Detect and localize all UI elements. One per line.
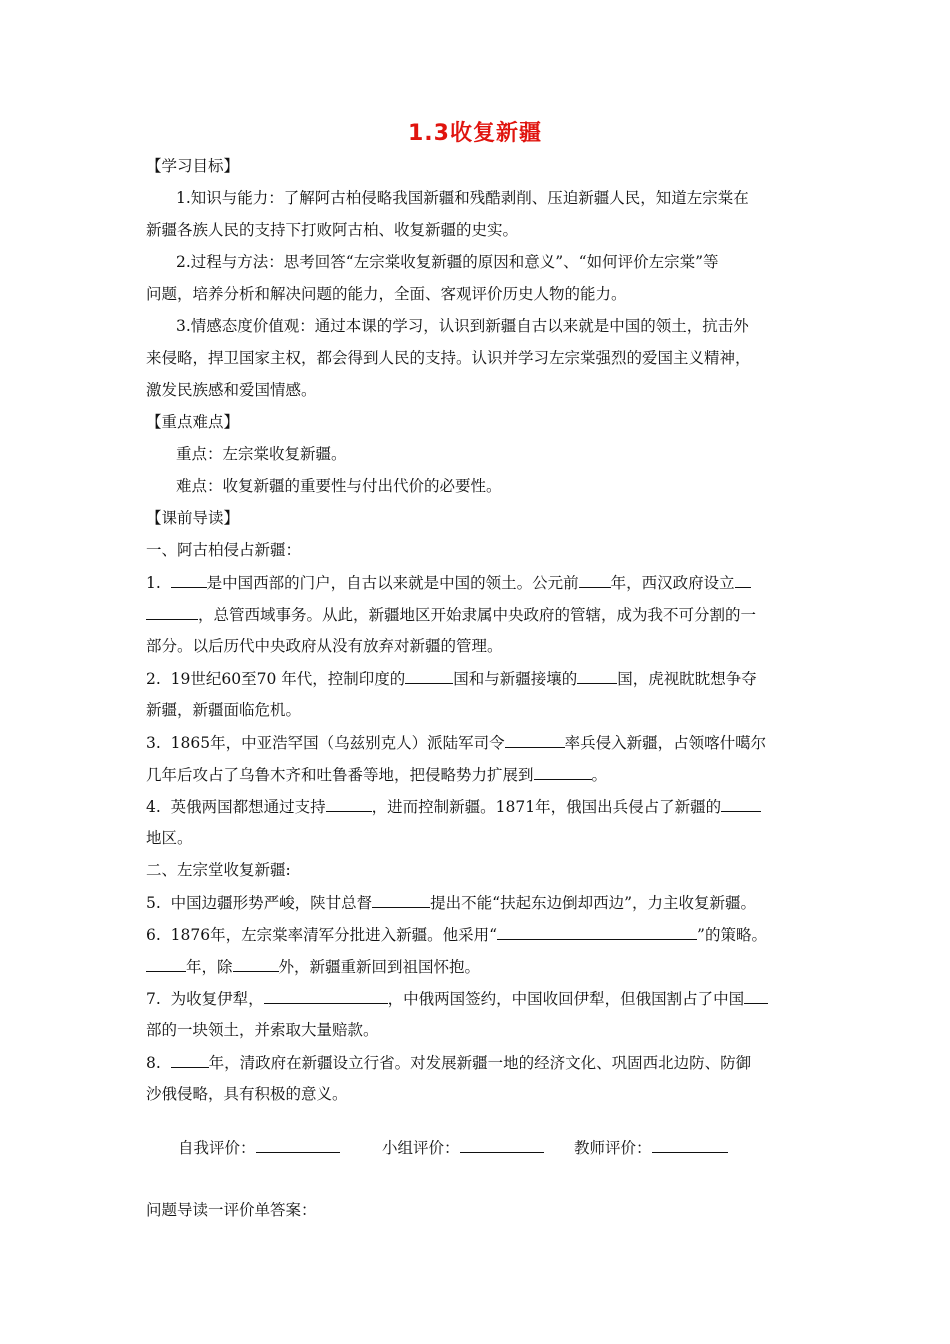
page-title: 1.3收复新疆 (408, 121, 542, 146)
question-3-line-2: 几年后攻占了乌鲁木齐和吐鲁番等地，把侵略势力扩展到 。 (146, 766, 608, 784)
question-1-line-1: 1. 是中国西部的门户，自古以来就是中国的领土。公元前 年，西汉政府设立 (146, 572, 816, 593)
key-points-header: 【重点难点】 (146, 413, 240, 431)
answer-blank[interactable] (264, 988, 388, 1004)
answer-blank[interactable] (721, 796, 761, 812)
answer-blank[interactable] (372, 892, 430, 908)
question-6-line-2: 年，除 外，新疆重新回到祖国怀抱。 (146, 956, 816, 977)
question-3-line-1: 3. 1865年，中亚浩罕国（乌兹别克人）派陆军司令 率兵侵入新疆，占领喀什噶尔 (146, 734, 767, 752)
goal-3-line-2: 来侵略，捍卫国家主权，都会得到人民的支持。认识并学习左宗棠强烈的爱国主义精神， (146, 349, 751, 367)
answer-blank[interactable] (577, 668, 617, 684)
answer-blank[interactable] (735, 572, 751, 588)
goal-2-line-2: 问题，培养分析和解决问题的能力，全面、客观评价历史人物的能力。 (146, 285, 627, 303)
answer-blank[interactable] (171, 572, 207, 588)
question-1-line-3: 部分。以后历代中央政府从没有放弃对新疆的管理。 (146, 637, 503, 655)
question-8-line-1: 8. 年，清政府在新疆设立行省。对发展新疆一地的经济文化、巩固西北边防、防御 (146, 1054, 752, 1072)
difficult-point: 难点：收复新疆的重要性与付出代价的必要性。 (176, 477, 502, 495)
goal-1-line-1: 1.知识与能力：了解阿古柏侵略我国新疆和残酷剥削、压迫新疆人民，知道左宗棠在 (176, 189, 749, 207)
goal-3-line-3: 激发民族感和爱国情感。 (146, 381, 317, 399)
question-6-line-1: 6. 1876年，左宗棠率清军分批进入新疆。他采用“ ”的策略。 (146, 926, 767, 944)
answer-blank[interactable] (233, 956, 279, 972)
answer-blank[interactable] (146, 604, 198, 620)
key-point: 重点：左宗棠收复新疆。 (176, 445, 347, 463)
teacher-evaluation-blank[interactable] (652, 1137, 728, 1153)
answer-blank[interactable] (146, 956, 186, 972)
guide-header: 【课前导读】 (146, 509, 240, 527)
part-2-heading: 二、左宗堂收复新疆: (146, 861, 291, 879)
answer-blank[interactable] (505, 732, 565, 748)
answer-blank[interactable] (497, 924, 697, 940)
self-evaluation-blank[interactable] (256, 1137, 340, 1153)
question-2-line-1: 2. 19世纪60至70 年代，控制印度的 国和与新疆接壤的 国，虎视眈眈想争夺 (146, 670, 757, 688)
part-1-heading: 一、阿古柏侵占新疆： (146, 541, 302, 559)
answer-blank[interactable] (744, 988, 768, 1004)
question-4-line-1: 4. 英俄两国都想通过支持 ，进而控制新疆。1871年，俄国出兵侵占了新疆的 (146, 796, 816, 817)
answer-blank[interactable] (405, 668, 453, 684)
answer-blank[interactable] (534, 764, 592, 780)
goal-3-line-1: 3.情感态度价值观：通过本课的学习，认识到新疆自古以来就是中国的领土，抗击外 (176, 317, 749, 335)
question-7-line-2: 部的一块领土，并索取大量赔款。 (146, 1021, 379, 1039)
question-1-line-2: ，总管西域事务。从此，新疆地区开始隶属中央政府的管辖，成为我不可分割的一 (146, 604, 816, 625)
answer-key-label: 问题导读一评价单答案： (146, 1201, 317, 1219)
goal-2-line-1: 2.过程与方法：思考回答“左宗棠收复新疆的原因和意义”、“如何评价左宗棠”等 (176, 253, 719, 271)
question-8-line-2: 沙俄侵略，具有积极的意义。 (146, 1085, 348, 1103)
answer-blank[interactable] (326, 796, 372, 812)
question-7-line-1: 7. 为收复伊犁， ，中俄两国签约，中国收回伊犁，但俄国割占了中国 (146, 988, 816, 1009)
answer-blank[interactable] (579, 572, 611, 588)
self-evaluation: 自我评价： (178, 1136, 340, 1158)
teacher-evaluation: 教师评价： (574, 1136, 728, 1158)
group-evaluation: 小组评价： (382, 1136, 544, 1158)
group-evaluation-blank[interactable] (460, 1137, 544, 1153)
goal-1-line-2: 新疆各族人民的支持下打败阿古柏、收复新疆的史实。 (146, 221, 519, 239)
answer-blank[interactable] (171, 1052, 209, 1068)
question-2-line-2: 新疆，新疆面临危机。 (146, 701, 302, 719)
question-4-line-2: 地区。 (146, 829, 193, 847)
goals-header: 【学习目标】 (146, 157, 240, 175)
question-5: 5. 中国边疆形势严峻，陕甘总督 提出不能“扶起东边倒却西边”，力主收复新疆。 (146, 894, 757, 912)
